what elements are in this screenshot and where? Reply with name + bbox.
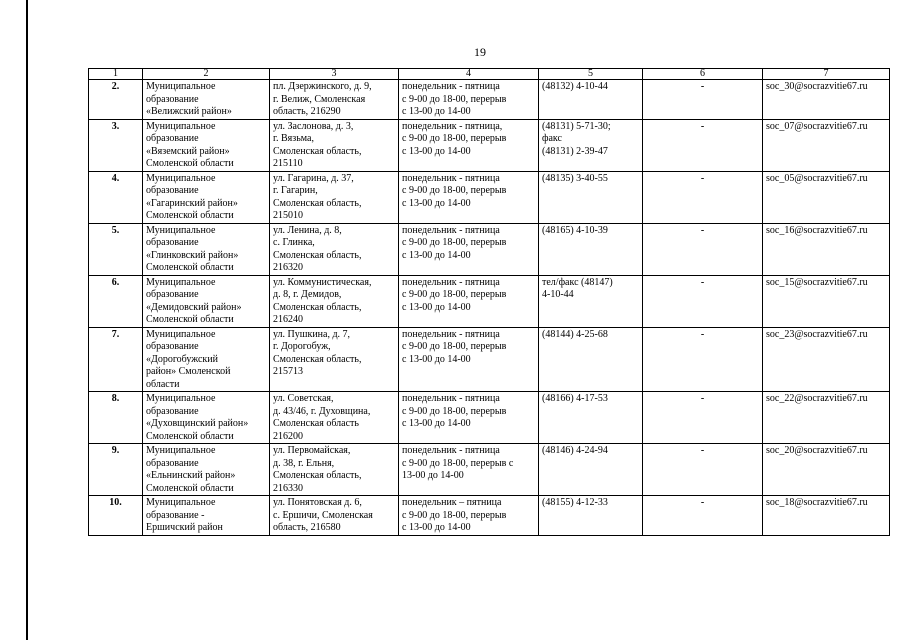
- email-address: soc_23@socrazvitie67.ru: [766, 328, 868, 340]
- table-row: [89, 444, 890, 496]
- row-number: 2.: [89, 80, 143, 120]
- table-row: [89, 275, 890, 327]
- municipality-name-line: Смоленской области: [146, 430, 234, 442]
- column-header: 1: [89, 69, 143, 80]
- address-cell: [270, 444, 399, 496]
- address-line: д. 43/46, г. Духовщина,: [273, 405, 371, 417]
- working-hours-line: с 9-00 до 18-00, перерыв: [402, 509, 507, 521]
- municipality-name-line: «Гагаринский район»: [146, 197, 238, 209]
- address-line: 216200: [273, 430, 303, 442]
- working-hours-cell: [399, 223, 539, 275]
- address-cell: [270, 275, 399, 327]
- working-hours-line: с 13-00 до 14-00: [402, 197, 471, 209]
- email-cell: [763, 80, 890, 120]
- municipality-name-line: «Вяземский район»: [146, 145, 230, 157]
- working-hours-line: с 9-00 до 18-00, перерыв: [402, 289, 507, 300]
- phone-line: (48165) 4-10-39: [542, 224, 608, 236]
- working-hours-line: с 9-00 до 18-00, перерыв: [402, 185, 507, 196]
- row-number: 9.: [89, 444, 143, 496]
- email-cell: [763, 392, 890, 444]
- email-address: soc_15@socrazvitie67.ru: [766, 276, 868, 288]
- phone-cell: [539, 119, 643, 171]
- phone-line: факс: [542, 133, 562, 144]
- address-line: ул. Гагарина, д. 37,: [273, 172, 354, 184]
- phone-line: (48131) 2-39-47: [542, 145, 608, 157]
- email-cell: [763, 444, 890, 496]
- column-6-value: -: [643, 119, 763, 171]
- phone-cell: [539, 327, 643, 392]
- municipality-name-line: Смоленской области: [146, 262, 234, 273]
- working-hours-line: понедельник - пятница: [402, 328, 500, 340]
- address-line: д. 8, г. Демидов,: [273, 289, 342, 300]
- municipality-name-line: Муниципальное: [146, 120, 216, 132]
- phone-cell: [539, 275, 643, 327]
- column-header: 3: [270, 69, 399, 80]
- municipality-name-line: образование -: [146, 509, 205, 521]
- municipality-name-line: образование: [146, 185, 199, 196]
- column-6-value: -: [643, 444, 763, 496]
- phone-line: (48132) 4-10-44: [542, 81, 608, 92]
- working-hours-line: понедельник – пятница: [402, 497, 502, 508]
- municipality-name-cell: [143, 223, 270, 275]
- column-6-value: -: [643, 275, 763, 327]
- municipality-name-line: Муниципальное: [146, 393, 216, 404]
- phone-line: 4-10-44: [542, 289, 574, 300]
- municipality-name-cell: [143, 327, 270, 392]
- address-line: Смоленская область,: [273, 301, 362, 313]
- working-hours-line: с 13-00 до 14-00: [402, 145, 471, 157]
- municipality-name-line: Смоленской области: [146, 314, 234, 325]
- address-line: д. 38, г. Ельня,: [273, 457, 335, 469]
- address-cell: [270, 327, 399, 392]
- municipality-name-line: Муниципальное: [146, 328, 216, 340]
- address-line: пл. Дзержинского, д. 9,: [273, 81, 372, 92]
- table-row: [89, 119, 890, 171]
- address-cell: [270, 496, 399, 536]
- email-cell: [763, 275, 890, 327]
- address-line: ул. Ленина, д. 8,: [273, 224, 342, 236]
- table-header-row: [89, 69, 890, 80]
- address-cell: [270, 171, 399, 223]
- working-hours-line: с 9-00 до 18-00, перерыв: [402, 341, 507, 352]
- working-hours-line: понедельник - пятница: [402, 276, 500, 288]
- address-line: ул. Заслонова, д. 3,: [273, 120, 354, 132]
- working-hours-line: с 13-00 до 14-00: [402, 522, 471, 533]
- phone-cell: [539, 444, 643, 496]
- row-number: 4.: [89, 171, 143, 223]
- column-header: 6: [643, 69, 763, 80]
- working-hours-cell: [399, 119, 539, 171]
- phone-line: (48135) 3-40-55: [542, 172, 608, 184]
- working-hours-line: с 13-00 до 14-00: [402, 249, 471, 261]
- phone-cell: [539, 496, 643, 536]
- column-6-value: -: [643, 392, 763, 444]
- address-line: 216320: [273, 262, 303, 273]
- phone-cell: [539, 171, 643, 223]
- column-header: 4: [399, 69, 539, 80]
- row-number: 5.: [89, 223, 143, 275]
- email-cell: [763, 119, 890, 171]
- address-line: Смоленская область: [273, 418, 359, 429]
- municipality-name-cell: [143, 444, 270, 496]
- table-row: [89, 392, 890, 444]
- working-hours-cell: [399, 171, 539, 223]
- working-hours-line: понедельник - пятница: [402, 81, 500, 92]
- working-hours-line: с 13-00 до 14-00: [402, 301, 471, 313]
- address-line: Смоленская область,: [273, 145, 362, 157]
- phone-cell: [539, 80, 643, 120]
- working-hours-line: с 13-00 до 14-00: [402, 106, 471, 117]
- phone-line: (48144) 4-25-68: [542, 328, 608, 340]
- working-hours-line: с 13-00 до 14-00: [402, 418, 471, 429]
- email-cell: [763, 327, 890, 392]
- municipality-name-cell: [143, 496, 270, 536]
- email-address: soc_22@socrazvitie67.ru: [766, 393, 868, 404]
- municipality-name-line: «Ельнинский район»: [146, 470, 236, 481]
- municipality-name-line: образование: [146, 289, 199, 300]
- email-address: soc_20@socrazvitie67.ru: [766, 445, 868, 456]
- column-6-value: -: [643, 223, 763, 275]
- column-header: 2: [143, 69, 270, 80]
- municipality-name-line: Муниципальное: [146, 276, 216, 288]
- column-header: 5: [539, 69, 643, 80]
- municipality-name-cell: [143, 80, 270, 120]
- working-hours-line: понедельник - пятница: [402, 172, 500, 184]
- table-row: [89, 327, 890, 392]
- municipality-name-line: области: [146, 378, 180, 390]
- table-row: [89, 171, 890, 223]
- working-hours-cell: [399, 327, 539, 392]
- address-line: г. Вязьма,: [273, 133, 314, 144]
- column-6-value: -: [643, 171, 763, 223]
- municipality-name-line: образование: [146, 237, 199, 248]
- municipality-name-line: «Духовщинский район»: [146, 418, 249, 429]
- table-row: [89, 496, 890, 536]
- working-hours-line: с 13-00 до 14-00: [402, 353, 471, 365]
- address-line: г. Гагарин,: [273, 185, 318, 196]
- municipality-name-line: «Велижский район»: [146, 106, 232, 117]
- column-header: 7: [763, 69, 890, 80]
- address-line: область, 216580: [273, 522, 341, 533]
- email-cell: [763, 496, 890, 536]
- working-hours-cell: [399, 80, 539, 120]
- table-row: [89, 223, 890, 275]
- email-address: soc_30@socrazvitie67.ru: [766, 81, 868, 92]
- address-cell: [270, 223, 399, 275]
- municipality-name-line: «Дорогобужский: [146, 353, 218, 365]
- municipality-name-cell: [143, 171, 270, 223]
- address-line: 215713: [273, 366, 303, 377]
- row-number: 7.: [89, 327, 143, 392]
- column-6-value: -: [643, 327, 763, 392]
- phone-line: (48131) 5-71-30;: [542, 120, 611, 132]
- phone-line: тел/факс (48147): [542, 276, 613, 288]
- municipality-name-line: «Глинковский район»: [146, 249, 239, 261]
- address-line: ул. Советская,: [273, 393, 334, 404]
- municipality-name-line: образование: [146, 93, 199, 105]
- municipality-name-line: Смоленской области: [146, 210, 234, 221]
- row-number: 10.: [89, 496, 143, 536]
- address-cell: [270, 80, 399, 120]
- municipality-name-line: Смоленской области: [146, 158, 234, 169]
- municipality-name-line: «Демидовский район»: [146, 301, 242, 313]
- working-hours-line: понедельник - пятница: [402, 224, 500, 236]
- working-hours-line: 13-00 до 14-00: [402, 470, 464, 481]
- working-hours-line: с 9-00 до 18-00, перерыв: [402, 237, 507, 248]
- municipality-name-line: Муниципальное: [146, 497, 216, 508]
- municipality-name-line: Муниципальное: [146, 224, 216, 236]
- phone-line: (48146) 4-24-94: [542, 445, 608, 456]
- address-line: г. Дорогобуж,: [273, 341, 331, 352]
- address-line: ул. Пушкина, д. 7,: [273, 328, 351, 340]
- email-address: soc_18@socrazvitie67.ru: [766, 497, 868, 508]
- address-cell: [270, 392, 399, 444]
- municipality-name-cell: [143, 392, 270, 444]
- address-cell: [270, 119, 399, 171]
- municipality-name-line: образование: [146, 133, 199, 144]
- address-line: Смоленская область,: [273, 470, 362, 481]
- municipality-name-cell: [143, 119, 270, 171]
- email-cell: [763, 223, 890, 275]
- municipality-name-line: Смоленской области: [146, 482, 234, 494]
- working-hours-line: с 9-00 до 18-00, перерыв: [402, 405, 507, 417]
- municipality-name-line: Муниципальное: [146, 445, 216, 456]
- address-line: 215010: [273, 210, 303, 221]
- municipality-name-line: район» Смоленской: [146, 366, 231, 377]
- working-hours-line: с 9-00 до 18-00, перерыв: [402, 133, 507, 144]
- table-row: [89, 80, 890, 120]
- page-number: 19: [474, 45, 486, 59]
- email-address: soc_05@socrazvitie67.ru: [766, 172, 868, 184]
- row-number: 6.: [89, 275, 143, 327]
- address-line: 215110: [273, 158, 303, 169]
- municipality-name-line: Муниципальное: [146, 172, 216, 184]
- municipality-name-line: Муниципальное: [146, 81, 216, 92]
- address-line: Смоленская область,: [273, 197, 362, 209]
- municipality-name-line: образование: [146, 405, 199, 417]
- address-line: область, 216290: [273, 106, 341, 117]
- row-number: 3.: [89, 119, 143, 171]
- phone-cell: [539, 392, 643, 444]
- municipality-name-line: образование: [146, 457, 199, 469]
- address-line: 216240: [273, 314, 303, 325]
- address-line: с. Глинка,: [273, 237, 315, 248]
- municipality-name-line: Ершичский район: [146, 522, 223, 533]
- working-hours-line: понедельник - пятница,: [402, 120, 503, 132]
- row-number: 8.: [89, 392, 143, 444]
- address-line: г. Велиж, Смоленская: [273, 93, 366, 105]
- working-hours-cell: [399, 275, 539, 327]
- address-line: Смоленская область,: [273, 249, 362, 261]
- table-body: [89, 69, 890, 536]
- address-line: ул. Коммунистическая,: [273, 276, 372, 288]
- phone-cell: [539, 223, 643, 275]
- page-margin-bar: [0, 0, 28, 640]
- working-hours-cell: [399, 496, 539, 536]
- working-hours-cell: [399, 392, 539, 444]
- working-hours-line: с 9-00 до 18-00, перерыв: [402, 93, 507, 105]
- municipality-name-cell: [143, 275, 270, 327]
- phone-line: (48166) 4-17-53: [542, 393, 608, 404]
- address-line: ул. Первомайская,: [273, 445, 351, 456]
- address-line: Смоленская область,: [273, 353, 362, 365]
- working-hours-line: с 9-00 до 18-00, перерыв с: [402, 457, 514, 469]
- working-hours-line: понедельник - пятница: [402, 445, 500, 456]
- column-6-value: -: [643, 80, 763, 120]
- address-line: с. Ершичи, Смоленская: [273, 509, 373, 521]
- municipality-name-line: образование: [146, 341, 199, 352]
- address-line: 216330: [273, 482, 303, 494]
- contacts-table: [88, 68, 890, 536]
- email-cell: [763, 171, 890, 223]
- phone-line: (48155) 4-12-33: [542, 497, 608, 508]
- address-line: ул. Понятовская д. 6,: [273, 497, 362, 508]
- email-address: soc_07@socrazvitie67.ru: [766, 120, 868, 132]
- working-hours-line: понедельник - пятница: [402, 393, 500, 404]
- email-address: soc_16@socrazvitie67.ru: [766, 224, 868, 236]
- column-6-value: -: [643, 496, 763, 536]
- working-hours-cell: [399, 444, 539, 496]
